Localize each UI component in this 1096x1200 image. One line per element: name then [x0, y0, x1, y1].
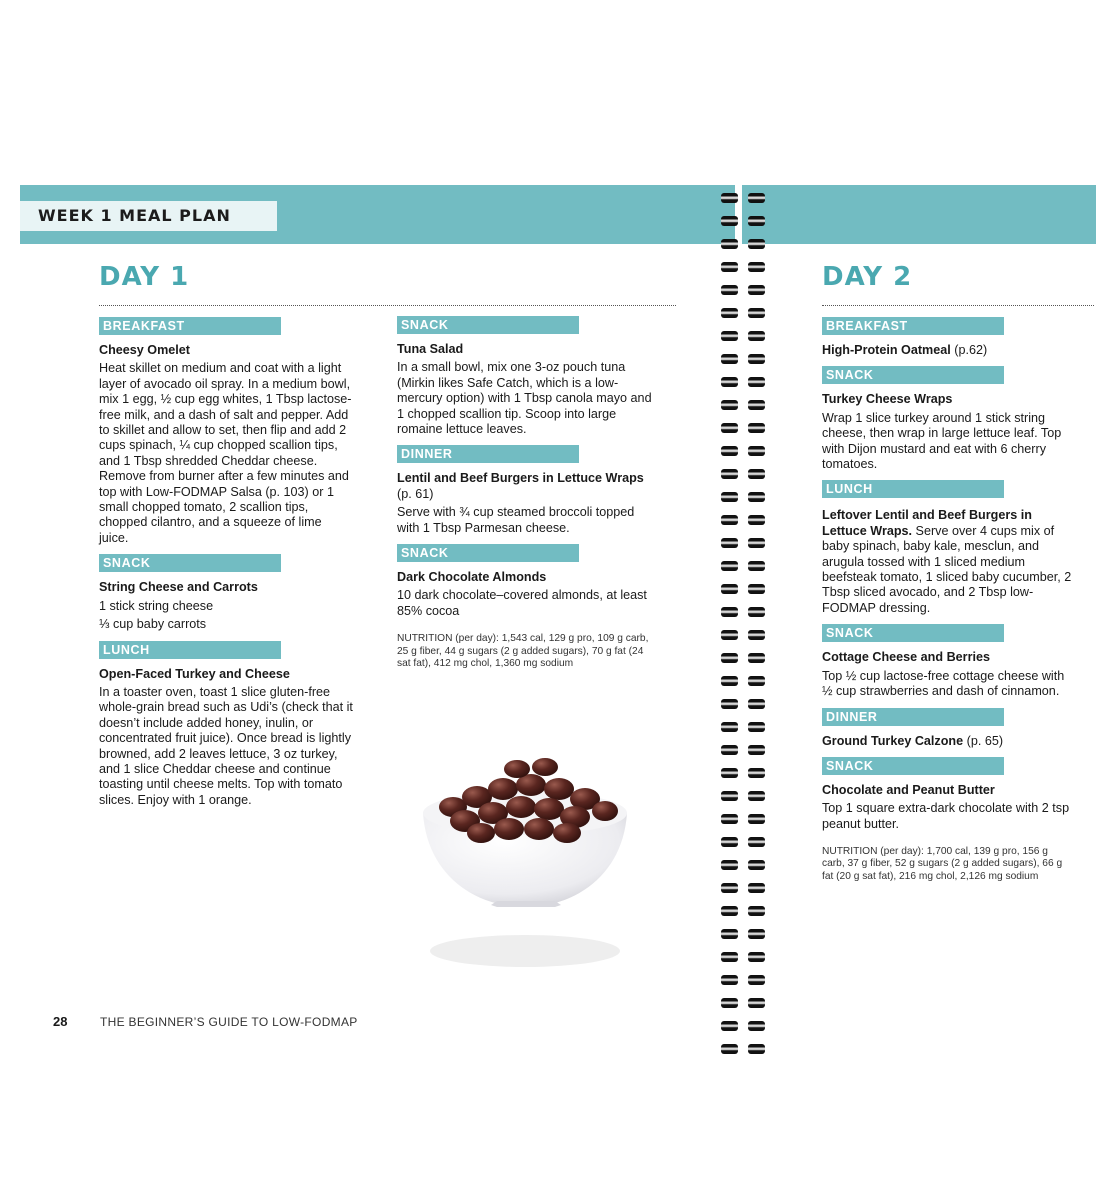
spiral-coil	[721, 835, 767, 858]
breakfast-name	[822, 343, 1072, 358]
spiral-coil	[721, 858, 767, 881]
snack-name: Tuna Salad	[397, 342, 464, 356]
snack-description: Top ½ cup lactose-free cottage cheese with ½ cup strawberries and dash of cinnamon.	[822, 668, 1065, 699]
snack-name: Dark Chocolate Almonds	[397, 570, 547, 585]
spiral-coil	[721, 973, 767, 996]
snack-label: SNACK	[822, 624, 1004, 642]
spiral-coil	[721, 582, 767, 605]
spiral-coil	[721, 536, 767, 559]
dinner-label: DINNER	[397, 445, 579, 463]
lunch-description	[822, 508, 1072, 616]
dinner-name-text: Lentil and Beef Burgers in Lettuce Wraps	[397, 471, 644, 486]
breakfast-name-text: High-Protein Oatmeal	[822, 343, 951, 357]
spiral-coil	[721, 329, 767, 352]
spiral-coil	[721, 904, 767, 927]
spiral-coil	[721, 651, 767, 674]
header-band-right	[742, 185, 1096, 244]
breakfast-description: Heat skillet on medium and coat with a light layer of avocado oil spray. In a medium bowl, mix 1 egg, ½ cup egg whites, 1 Tbsp lactose-free milk, and a dash of salt and pepper. Add to skillet and allow to set, then flip and add 2 cups spinach, ¼ cup chopped scallion tips, and 1 Tbsp shredded Cheddar cheese. Remove from burner after a few minutes and top with Low-FODMAP Salsa (p. 103) or 1 small chopped tomato, 2 scallion tips, chopped cilantro, and a squeeze of lime juice.	[99, 361, 352, 545]
spiral-coil	[721, 628, 767, 651]
snack-label: SNACK	[99, 554, 281, 572]
dinner-page-ref: (p. 65)	[966, 733, 1004, 748]
dinner-name	[397, 471, 657, 502]
spiral-coil	[721, 950, 767, 973]
spiral-coil	[721, 490, 767, 513]
day-1-title: DAY 1	[99, 262, 190, 292]
spiral-coil	[721, 697, 767, 720]
spiral-coil	[721, 214, 767, 237]
spiral-coil	[721, 306, 767, 329]
spiral-coil	[721, 237, 767, 260]
snack-name: Turkey Cheese Wraps	[822, 392, 953, 407]
spiral-coil	[721, 352, 767, 375]
spiral-coil	[721, 559, 767, 582]
breakfast-page-ref: (p.62)	[954, 343, 988, 357]
dinner-name-text: Ground Turkey Calzone	[822, 733, 964, 748]
day-1-nutrition: NUTRITION (per day): 1,543 cal, 129 g pro, 109 g carb, 25 g fiber, 44 g sugars (2 g added sugars), 70 g fat (24 sat fat), 412 mg chol, 1,360 mg sodium	[397, 633, 649, 669]
spiral-coil	[721, 812, 767, 835]
spiral-coil	[721, 421, 767, 444]
lunch-label: LUNCH	[822, 480, 1004, 498]
spiral-coil	[721, 720, 767, 743]
snack-name: String Cheese and Carrots	[99, 580, 258, 595]
spiral-coil	[721, 996, 767, 1019]
plan-title: WEEK 1 MEAL PLAN	[20, 201, 277, 231]
snack-label: SNACK	[822, 757, 1004, 775]
breakfast-label: BREAKFAST	[99, 317, 281, 335]
spiral-coil	[721, 766, 767, 789]
lunch-text: Serve over 4 cups mix of baby spinach, baby kale, mesclun, and arugula tossed with 1 sliced medium beefsteak tomato, 1 sliced baby cucumber, 2 Tbsp sliced avocado, and 2 Tbsp low-FODMAP dressing.	[822, 523, 1072, 615]
day-1-column-2	[397, 316, 657, 670]
spiral-coil	[721, 398, 767, 421]
spiral-coil	[721, 283, 767, 306]
snack-label: SNACK	[397, 544, 579, 562]
snack-description: 10 dark chocolate–covered almonds, at least 85% cocoa	[397, 588, 647, 618]
spiral-coil	[721, 375, 767, 398]
dinner-description: Serve with ¾ cup steamed broccoli topped with 1 Tbsp Parmesan cheese.	[397, 505, 635, 535]
snack-name: Cottage Cheese and Berries	[822, 650, 990, 665]
snack-label: SNACK	[397, 316, 579, 334]
snack-label: SNACK	[822, 366, 1004, 384]
spiral-coil	[721, 467, 767, 490]
spiral-coil	[721, 927, 767, 950]
snack-description: Top 1 square extra-dark chocolate with 2 tsp peanut butter.	[822, 801, 1070, 831]
snack-line: 1 stick string cheese	[99, 598, 214, 613]
day-2-rule	[822, 305, 1094, 306]
day-2-title: DAY 2	[822, 262, 913, 292]
day-2-nutrition: NUTRITION (per day): 1,700 cal, 139 g pro, 156 g carb, 37 g fiber, 52 g sugars (2 g added sugars), 66 g fat (20 g sat fat), 216 mg chol, 2,126 mg sodium	[822, 846, 1063, 882]
spiral-coil	[721, 881, 767, 904]
chocolate-almonds-bowl-image	[405, 725, 645, 985]
lunch-name: Leftover Lentil and Beef Burgers in Lettuce Wraps.	[822, 508, 1032, 538]
spiral-coil	[721, 674, 767, 697]
lunch-name: Open-Faced Turkey and Cheese	[99, 666, 290, 681]
lunch-label: LUNCH	[99, 641, 281, 659]
dinner-name	[822, 734, 1072, 749]
spiral-coil	[721, 743, 767, 766]
book-title: THE BEGINNER’S GUIDE TO LOW-FODMAP	[100, 1015, 358, 1029]
spiral-coil	[721, 513, 767, 536]
dinner-label: DINNER	[822, 708, 1004, 726]
snack-line: ⅓ cup baby carrots	[99, 617, 207, 632]
spiral-coil	[721, 260, 767, 283]
snack-name: Chocolate and Peanut Butter	[822, 782, 995, 797]
breakfast-label: BREAKFAST	[822, 317, 1004, 335]
breakfast-name: Cheesy Omelet	[99, 343, 190, 357]
spiral-coil	[721, 191, 767, 214]
snack-description: In a small bowl, mix one 3-oz pouch tuna (Mirkin likes Safe Catch, which is a low-mercury option) with 1 Tbsp canola mayo and 1 chopped scallion tip. Scoop into large romaine lettuce leaves.	[397, 360, 652, 437]
snack-description: Wrap 1 slice turkey around 1 stick string cheese, then wrap in large lettuce leaf. Top with Dijon mustard and eat with 6 cherry tomatoes.	[822, 410, 1062, 472]
spiral-coil	[721, 789, 767, 812]
spiral-coil	[721, 444, 767, 467]
spiral-coil	[721, 605, 767, 628]
lunch-description: In a toaster oven, toast 1 slice gluten-free whole-grain bread such as Udi’s (check that it doesn’t include added honey, inulin, or concentrated fruit juice). Once bread is lightly browned, add 2 leaves lettuce, 3 oz turkey, and 1 slice Cheddar cheese and continue toasting until cheese melts. Top with tomato slices. Enjoy with 1 orange.	[99, 684, 353, 807]
dinner-page-ref: (p. 61)	[397, 486, 434, 501]
day-1-rule	[99, 305, 676, 306]
spiral-binding	[721, 191, 767, 1065]
page-number: 28	[53, 1014, 68, 1029]
day-1-column-1	[99, 317, 354, 808]
day-2-column	[822, 317, 1072, 883]
spiral-coil	[721, 1019, 767, 1042]
spiral-coil	[721, 1042, 767, 1065]
